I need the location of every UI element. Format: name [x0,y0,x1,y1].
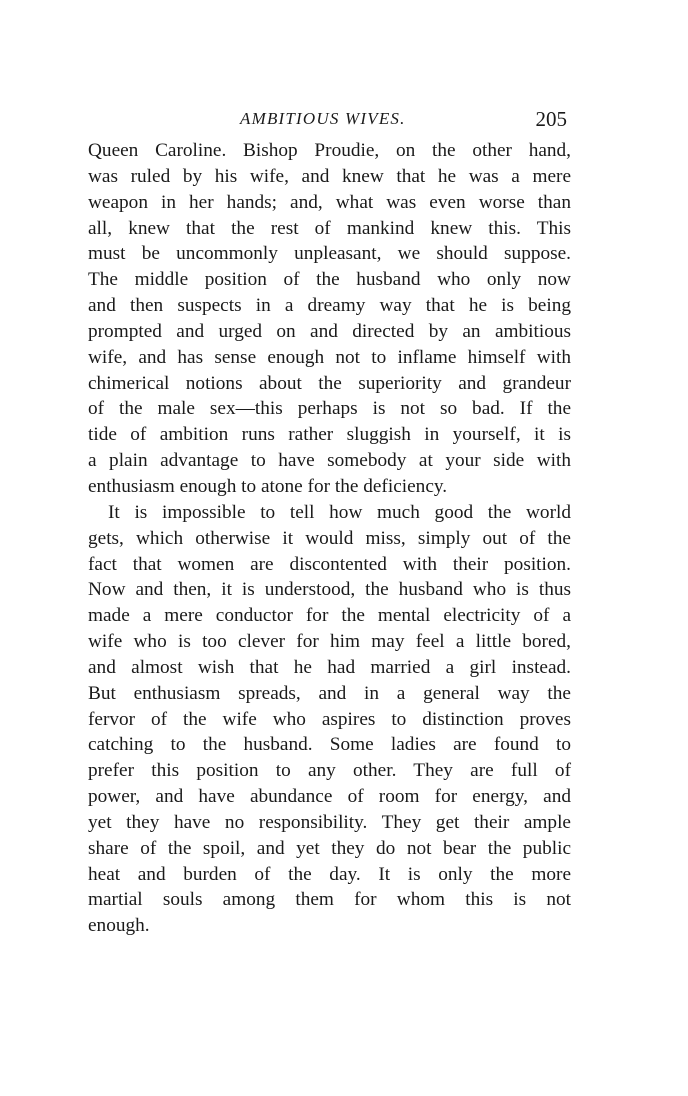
text-line: catching to the husband. Some ladies are found to [88,734,571,756]
text-line: The middle position of the husband who only now [88,269,571,291]
text-line: share of the spoil, and yet they do not bear the public [88,837,571,859]
text-line: prefer this position to any other. They are full of [88,760,571,782]
text-line: power, and have abundance of room for energy, and [88,786,571,808]
text-line: weapon in her hands; and, what was even worse than [88,191,571,213]
paragraph-end-line: enough. [88,915,150,937]
body-text [88,138,571,939]
text-line: all, knew that the rest of mankind knew this. This [88,217,571,239]
text-line: Queen Caroline. Bishop Proudie, on the other hand, [88,140,571,161]
text-line: wife who is too clever for him may feel a little bored, [88,631,571,653]
text-line: chimerical notions about the superiority and grandeur [88,372,571,394]
text-line: of the male sex—this perhaps is not so bad. If the [88,398,571,420]
paragraph-end-line: enthusiasm enough to atone for the deficiency. [88,475,448,497]
text-line: and almost wish that he had married a girl instead. [88,656,571,678]
text-line: fact that women are discontented with their position. [88,553,571,575]
running-title: AMBITIOUS WIVES. [240,109,406,128]
page-number: 205 [535,107,567,131]
text-line: Now and then, it is understood, the husband who is thus [88,579,571,601]
paragraph-start-line: It is impossible to tell how much good the world [108,501,571,523]
text-line: martial souls among them for whom this is not [88,889,571,911]
text-line: a plain advantage to have somebody at your side with [88,450,571,472]
text-line: and then suspects in a dreamy way that he is being [88,295,571,317]
text-line: But enthusiasm spreads, and in a general way the [88,682,571,704]
text-line: prompted and urged on and directed by an ambitious [88,320,571,342]
text-line: made a mere conductor for the mental electricity of a [88,605,571,627]
text-line: must be uncommonly unpleasant, we should suppose. [88,243,571,265]
running-head [88,106,571,132]
text-line: yet they have no responsibility. They get their ample [88,811,571,833]
text-line: was ruled by his wife, and knew that he was a mere [88,165,571,187]
text-line: fervor of the wife who aspires to distinction proves [88,708,571,730]
text-line: gets, which otherwise it would miss, simply out of the [88,527,571,549]
text-line: tide of ambition runs rather sluggish in yourself, it is [88,424,571,446]
text-line: wife, and has sense enough not to inflame himself with [88,346,571,368]
text-line: heat and burden of the day. It is only the more [88,863,571,885]
